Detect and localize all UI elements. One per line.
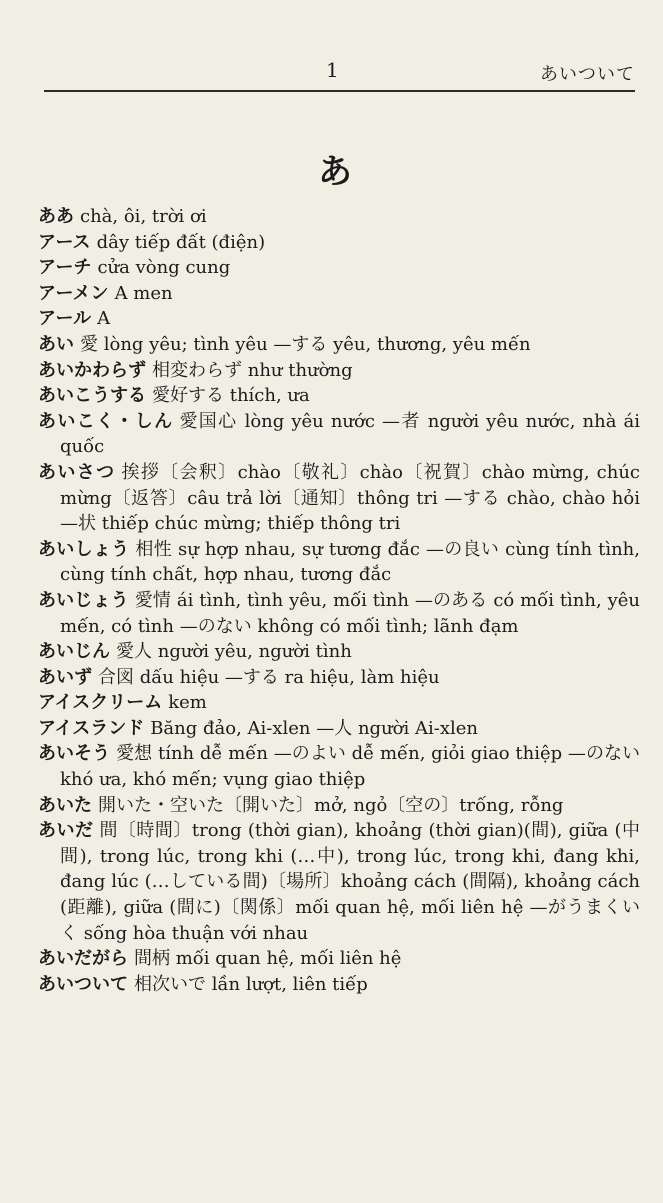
definition: 愛人 người yêu, người tình	[116, 641, 352, 663]
dictionary-entry	[38, 793, 640, 819]
definition: 愛好する thích, ưa	[152, 385, 310, 407]
dictionary-entry	[38, 255, 640, 281]
dictionary-entry	[38, 409, 640, 460]
dictionary-entry	[38, 972, 640, 998]
definition: chà, ôi, trời ơi	[80, 206, 207, 227]
headword: アイスクリーム	[38, 692, 163, 714]
definition: 合図 dấu hiệu —する ra hiệu, làm hiệu	[98, 666, 440, 688]
dictionary-entry	[38, 665, 640, 691]
headword: あい	[38, 333, 74, 355]
headword: あいそう	[38, 743, 111, 765]
dictionary-entry	[38, 281, 640, 307]
headword: アーメン	[38, 282, 109, 304]
definition: 相性 sự hợp nhau, sự tương đắc —の良い cùng tính tình, cùng tính chất, hợp nhau, tương đắc	[60, 538, 640, 586]
definition: 相変わらず như thường	[152, 359, 353, 381]
headword: アーチ	[38, 257, 92, 279]
definition: 愛情 ái tình, tình yêu, mối tình —のある có mối tình, yêu mến, có tình —のない không có mối tình; lãnh đạm	[60, 589, 641, 637]
definition: 愛国心 lòng yêu nước —者 người yêu nước, nhà ái quốc	[60, 410, 641, 458]
definition: kem	[168, 692, 207, 714]
dictionary-entry	[38, 332, 640, 358]
dictionary-entry	[38, 639, 640, 665]
definition: dây tiếp đất (điện)	[96, 231, 266, 253]
headword: あいじょう	[38, 589, 129, 611]
headword: あいこうする	[38, 385, 146, 407]
headword: あいこく・しん	[38, 410, 174, 432]
headword: あいず	[38, 666, 92, 688]
dictionary-entry	[38, 358, 640, 384]
definition: cửa vòng cung	[97, 257, 231, 279]
headword: あいしょう	[38, 538, 130, 560]
definition: A men	[114, 282, 173, 304]
dictionary-entry	[38, 588, 640, 639]
definition: 間〔時間〕trong (thời gian), khoảng (thời gian)(間), giữa (中間), trong lúc, trong khi (…中), trong lúc, trong khi, đang khi, đang lúc (…している間)〔場所〕khoảng cách (間隔), khoảng cách (距離), giữa (間に)〔関係〕mối quan hệ, mối liên hệ —がうまくいく sống hòa thuận với nhau	[60, 820, 640, 944]
dictionary-entry	[38, 383, 640, 409]
dictionary-entry	[38, 946, 640, 972]
definition: 相次いで lần lượt, liên tiếp	[134, 973, 368, 995]
definition: 開いた・空いた〔開いた〕mở, ngỏ〔空の〕trống, rỗng	[98, 794, 564, 816]
dictionary-entry	[38, 230, 640, 256]
headword: あいさつ	[38, 461, 116, 483]
dictionary-entry	[38, 460, 640, 537]
definition: 間柄 mối quan hệ, mối liên hệ	[134, 948, 402, 970]
dictionary-entry	[38, 690, 640, 716]
definition: Băng đảo, Ai-xlen —人 người Ai-xlen	[150, 717, 478, 739]
page-header	[44, 58, 635, 92]
dictionary-entry	[38, 716, 640, 742]
dictionary-entry	[38, 741, 640, 792]
headword: アース	[38, 231, 91, 253]
definition: 愛 lòng yêu; tình yêu —する yêu, thương, yêu mến	[80, 333, 531, 355]
running-head: あいついて	[540, 64, 635, 85]
headword: あいだがら	[38, 948, 128, 970]
dictionary-entry	[38, 306, 640, 332]
headword: ああ	[38, 206, 74, 227]
dictionary-entry	[38, 204, 640, 230]
dictionary-entry	[38, 537, 640, 588]
headword: あいかわらず	[38, 359, 146, 381]
headword: アール	[38, 308, 92, 330]
headword: アイスランド	[38, 717, 145, 739]
definition: 愛想 tính dễ mến —のよい dễ mến, giỏi giao thiệp —のない khó ưa, khó mến; vụng giao thiệp	[60, 743, 641, 791]
dictionary-entry	[38, 818, 640, 946]
headword: あいた	[38, 794, 92, 816]
dictionary-entries	[38, 204, 640, 997]
headword: あいついて	[38, 973, 128, 995]
definition: A	[97, 308, 111, 330]
headword: あいだ	[38, 820, 94, 842]
headword: あいじん	[38, 641, 110, 663]
section-letter: あ	[318, 152, 352, 192]
definition: 挨拶〔会釈〕chào〔敬礼〕chào〔祝賀〕chào mừng, chúc mừng〔返答〕câu trả lời〔通知〕thông tri —する chào, chào hỏi —状 thiếp chúc mừng; thiếp thông tri	[60, 461, 640, 535]
page-number: 1	[326, 58, 339, 82]
